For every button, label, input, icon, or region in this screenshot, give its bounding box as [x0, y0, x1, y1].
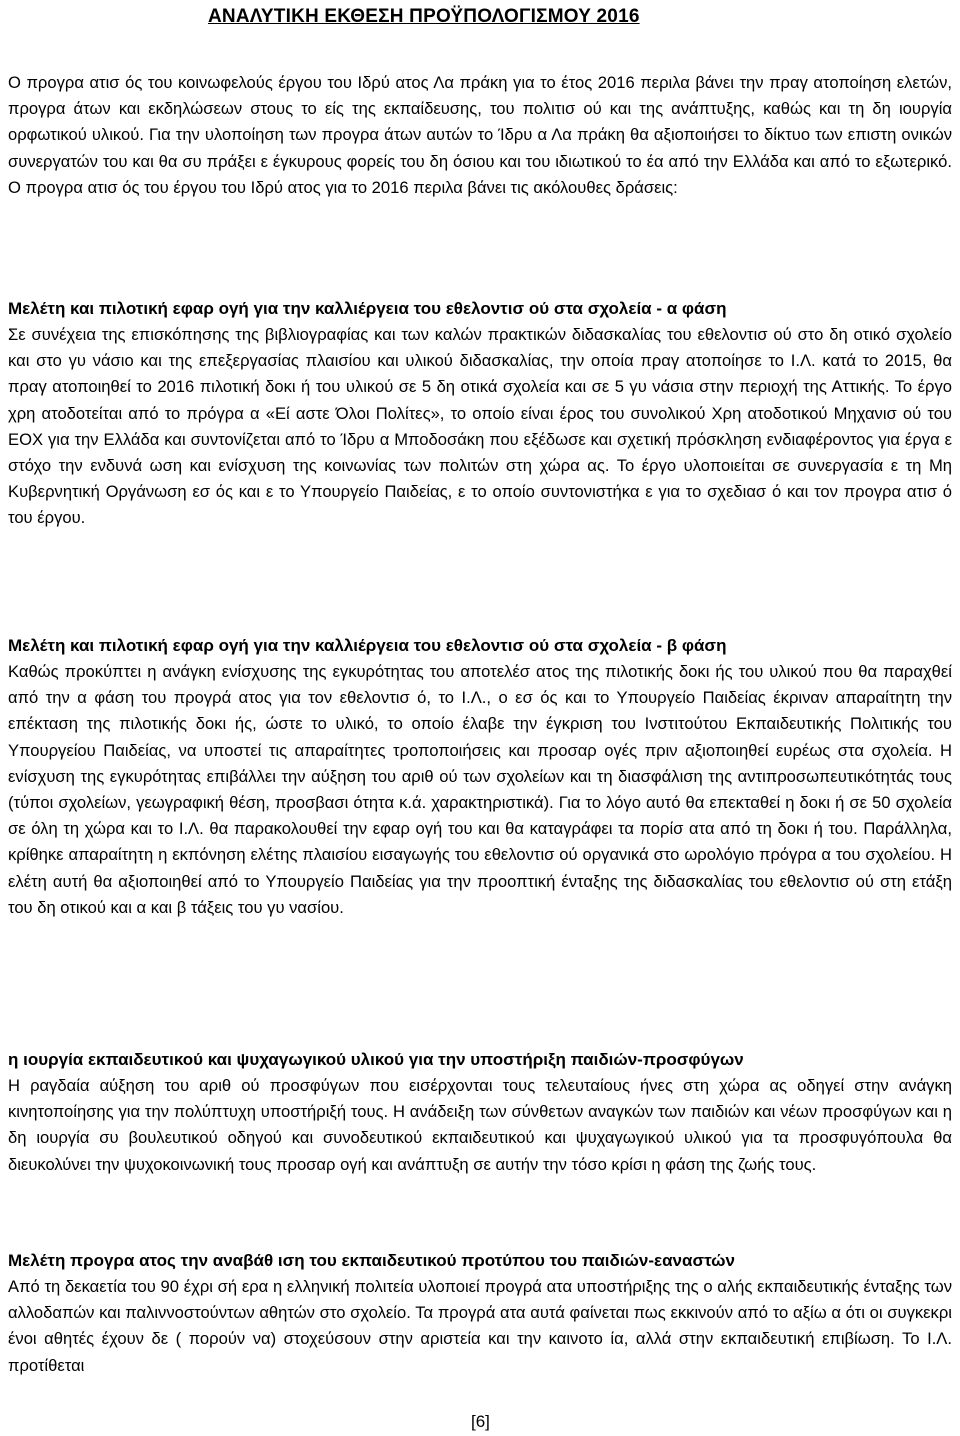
section-volunteering-phase-a	[8, 296, 952, 532]
section-paragraph: Από τη δεκαετία του 90 έχρι σή ερα η ελληνική πολιτεία υλοποιεί προγρά ατα υποστήριξης της ο αλής εκπαιδευτικής ένταξης των αλλοδαπών και παλιννοστούντων αθητών στο σχολείο. Τα προγρά ατα αυτά φαίνεται πως εκκινούν από το αξίω α ότι οι συγκεκρι ένοι αθητές έχουν δε ( πορούν να) στοχεύσουν στην αριστεία και την καινοτο ία, αλλά στην εκπαιδευτική επιβίωση. Το Ι.Λ. προτίθεται	[8, 1277, 952, 1375]
section-volunteering-phase-b	[8, 633, 952, 921]
section-educational-model-study	[8, 1248, 952, 1379]
section-heading: η ιουργία εκπαιδευτικού και ψυχαγωγικού υλικού για την υποστήριξη παιδιών-προσφύγων	[8, 1050, 744, 1069]
document-title: ΑΝΑΛΥΤΙΚΗ ΕΚΘΕΣΗ ΠΡΟΫΠΟΛΟΓΙΣΜΟΥ 2016	[208, 6, 640, 27]
section-paragraph: Σε συνέχεια της επισκόπησης της βιβλιογραφίας και των καλών πρακτικών διδασκαλίας του εθελοντισ ού στο δη οτικό σχολείο και στο γυ νάσιο και της επεξεργασίας πλαισίου και υλικού διδασκαλίας, την οποία πραγ ατοποίησε το Ι.Λ. κατά το 2015, θα πραγ ατοποιηθεί το 2016 πιλοτική δοκι ή του υλικού σε 5 δη οτικά σχολεία και σε 5 γυ νάσια στην περιοχή της Αττικής. Το έργο χρη ατοδοτείται από το πρόγρα α «Εί αστε Όλοι Πολίτες», το οποίο είναι έρος του συνολικού Χρη ατοδοτικού Μηχανισ ού του ΕΟΧ για την Ελλάδα και συντονίζεται από το Ίδρυ α Μποδοσάκη που εξέδωσε και σχετική πρόσκληση ενδιαφέροντος για έργα ε στόχο την ενδυνά ωση και ενίσχυση της κοινωνίας των πολιτών στη χώρα ας. Το έργο υλοποιείται σε συνεργασία ε τη Μη Κυβερνητική Οργάνωση εσ ός και ε το Υπουργείο Παιδείας, ε το οποίο συντονιστήκα ε για το σχεδιασ ό και τον προγρα ατισ ό του έργου.	[8, 325, 952, 528]
section-heading: Μελέτη και πιλοτική εφαρ ογή για την καλλιέργεια του εθελοντισ ού στα σχολεία - β φάση	[8, 636, 727, 655]
intro-paragraph: Ο προγρα ατισ ός του κοινωφελούς έργου του Ιδρύ ατος Λα πράκη για το έτος 2016 περιλα βάνει την πραγ ατοποίηση ελετών, προγρα άτων και εκδηλώσεων στους το είς της εκπαίδευσης, του πολιτισ ού και της ανάπτυξης, καθώς και τη δη ιουργία ορφωτικού υλικού. Για την υλοποίηση των προγρα άτων αυτών το Ίδρυ α Λα πράκη θα αξιοποιήσει το δίκτυο των επιστη ονικών συνεργατών του και θα συ πράξει ε έγκυρους φορείς του δη όσιου και του ιδιωτικού το έα από την Ελλάδα και από το εξωτερικό. Ο προγρα ατισ ός του έργου του Ιδρύ ατος για το 2016 περιλα βάνει τις ακόλουθες δράσεις:	[8, 73, 952, 197]
page-number: [6]	[471, 1412, 490, 1431]
intro-section	[8, 70, 952, 201]
section-heading: Μελέτη και πιλοτική εφαρ ογή για την καλλιέργεια του εθελοντισ ού στα σχολεία - α φάση	[8, 299, 727, 318]
section-paragraph: Καθώς προκύπτει η ανάγκη ενίσχυσης της εγκυρότητας του αποτελέσ ατος της πιλοτικής δοκι ής του υλικού που θα παραχθεί από την α φάση του προγρά ατος για τον εθελοντισ ό, το Ι.Λ., ο εσ ός και το Υπουργείο Παιδείας έκριναν απαραίτητη την επέκταση της πιλοτικής δοκι ής, ώστε το υλικό, το οποίο έλαβε την έγκριση του Ινστιτούτου Εκπαιδευτικής Πολιτικής του Υπουργείου Παιδείας, να υποστεί τις απαραίτητες τροποποιήσεις και προσαρ ογές πριν αξιοποιηθεί ευρέως στα σχολεία. Η ενίσχυση της εγκυρότητας επιβάλλει την αύξηση του αριθ ού των σχολείων και τη διασφάλιση της αντιπροσωπευτικότητάς τους (τύποι σχολείων, γεωγραφική θέση, προσβασι ότητα κ.ά. χαρακτηριστικά). Για το λόγο αυτό θα επεκταθεί η δοκι ή σε 50 σχολεία σε όλη τη χώρα και το Ι.Λ. θα παρακολουθεί την εφαρ ογή του και θα καταγράφει τα πορίσ ατα από τη δοκι ή του. Παράλληλα, κρίθηκε απαραίτητη η εκπόνηση ελέτης πλαισίου εισαγωγής του εθελοντισ ού οργανικά στο ωρολόγιο πρόγρα α του σχολείου. Η ελέτη αυτή θα αξιοποιηθεί από το Υπουργείο Παιδείας για την προοπτική ένταξης της διδασκαλίας του εθελοντισ ού στη ετάξη του δη οτικού και α και β τάξεις του γυ νασίου.	[8, 662, 952, 917]
section-heading: Μελέτη προγρα ατος την αναβάθ ιση του εκπαιδευτικού προτύπου του παιδιών-εαναστών	[8, 1251, 735, 1270]
section-refugee-children-material	[8, 1047, 952, 1178]
section-paragraph: Η ραγδαία αύξηση του αριθ ού προσφύγων που εισέρχονται τους τελευταίους ήνες στη χώρα ας οδηγεί στην ανάγκη κινητοποίησης για την πολύπτυχη υποστήριξή τους. Η ανάδειξη των σύνθετων αναγκών των παιδιών και νέων προσφύγων και η δη ιουργία συ βουλευτικού οδηγού και συνοδευτικού εκπαιδευτικού και ψυχαγωγικού υλικού για τα προσφυγόπουλα θα διευκολύνει την ψυχοκοινωνική τους προσαρ ογή και ανάπτυξη σε αυτήν την τόσο κρίσι η φάση της ζωής τους.	[8, 1076, 952, 1174]
